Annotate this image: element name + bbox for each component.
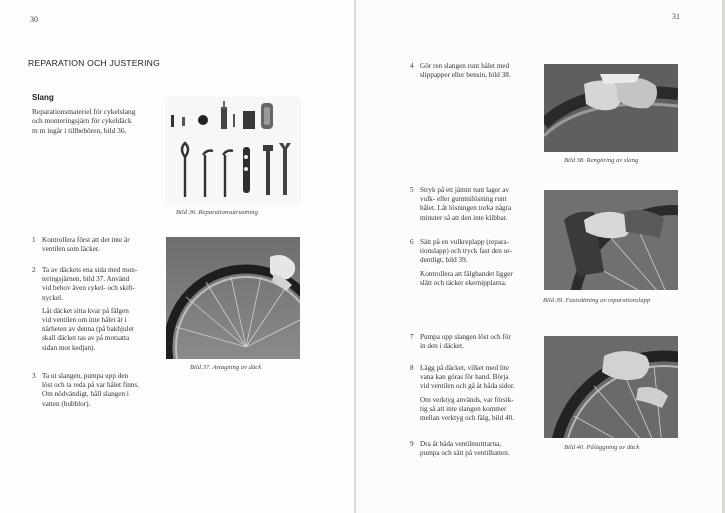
item-line: vana kan göras för hand. Börja (420, 373, 509, 382)
item-line: nyckel. (42, 293, 63, 302)
item-number: 1 (32, 236, 36, 244)
figure-36-caption: Bild 36. Reparationsutrustning (176, 209, 258, 216)
item-line: teringsjärnen, bild 37. Använd (42, 275, 130, 284)
item-line: Om verktyg används, var försik- (420, 395, 514, 404)
figure-37-tire-removal (166, 237, 300, 359)
intro-paragraph (32, 107, 154, 135)
intro-line: m m ingår i tillbehören, bild 36. (32, 125, 127, 135)
item-line: slippapper eller bensin, bild 38. (420, 71, 511, 80)
figure-40-tire-mounting (544, 336, 678, 438)
tire-mounting-photo (544, 336, 678, 438)
item-line: tig så att inte slangen kommer (420, 404, 507, 413)
figure-39-patch-applying (544, 190, 678, 290)
figure-39-caption: Bild 39. Fastsättning av reparationslapp (543, 297, 651, 304)
item-line: Kontrollera att fälgbandet ligger (420, 269, 513, 278)
page-number-left: 30 (30, 15, 38, 24)
item-line: Kontrollera först att det inte är (42, 236, 130, 244)
right-page (356, 0, 725, 513)
patch-applying-photo (544, 190, 678, 290)
repair-tools-illustration (165, 97, 301, 205)
item-line: vid ventilen och gå åt båda sidor. (420, 382, 515, 391)
item-line: vatten (bubblor). (42, 399, 91, 408)
item-line: Lägg på däcket, vilket med lite (420, 364, 510, 372)
item-number: 5 (410, 186, 414, 194)
item-line: Sätt på en vulkreplapp (repara- (420, 238, 510, 246)
item-number: 3 (32, 372, 36, 380)
item-number: 7 (410, 333, 414, 341)
item-line: Ta av däckets ena sida med mon- (42, 266, 138, 274)
item-line: Dra åt båda ventilmuttrarna, (420, 440, 502, 448)
item-line: mellan verktyg och fälg, bild 40. (420, 414, 515, 423)
item-line: Gör ren slangen runt hålet med (420, 62, 510, 70)
item-line: vid ventilen om inte hålet är i (42, 316, 127, 325)
item-line: vulk- eller gummilösning runt (420, 195, 507, 204)
cleaning-tube-photo (544, 64, 678, 152)
item-line: ventilen som läcker. (42, 245, 100, 254)
item-number: 2 (32, 266, 36, 274)
figure-37-caption: Bild 37. Avtagning av däck (190, 364, 262, 371)
item-number: 9 (410, 440, 414, 448)
figure-40-caption: Bild 40. Påläggning av däck (564, 444, 640, 451)
item-line: vid behov även cykel- och skift- (42, 284, 135, 293)
item-line: sidan mot kedjan). (42, 343, 96, 352)
figure-36-repair-tools (165, 97, 301, 205)
item-line: skall däcket tas av på motsatta (42, 334, 130, 343)
item-line: Ta ut slangen, pumpa upp den (42, 372, 129, 380)
item-line: tionslapp) och tryck fast den or- (420, 247, 512, 256)
item-line: närheten av denna (på bakhjulet (42, 325, 134, 334)
intro-line: och monteringsjärn för cykeldäck (32, 116, 132, 126)
sub-title: Slang (32, 93, 54, 102)
intro-line: Reparationsmateriel för cykelslang (32, 107, 136, 116)
item-line: dentligt, bild 39. (420, 256, 468, 265)
item-line: löst och ta reda på var hålet finns. (42, 381, 139, 390)
item-line: hålet. Låt lösningen torka några (420, 204, 512, 213)
item-number: 6 (410, 238, 414, 246)
item-line: slätt och täcker ekernipplarna. (420, 278, 507, 287)
item-number: 4 (410, 62, 414, 70)
tire-removal-photo (166, 237, 300, 359)
item-line: Pumpa upp slangen löst och för (420, 333, 511, 341)
left-page (0, 0, 356, 513)
item-line: in den i däcket. (420, 342, 464, 351)
item-line: pumpa och sätt på ventilhatten. (420, 449, 510, 458)
item-line: Stryk på ett jämnt tunt lager av (420, 186, 510, 194)
item-number: 8 (410, 364, 414, 372)
item-line: Om nödvändigt, håll slangen i (42, 390, 129, 399)
item-line: minuter så att den inte klibbar. (420, 213, 508, 222)
page-number-right: 31 (672, 12, 680, 21)
section-title: REPARATION OCH JUSTERING (28, 58, 160, 68)
figure-38-caption: Bild 38. Rengöring av slang (564, 157, 639, 164)
figure-38-cleaning-tube (544, 64, 678, 152)
item-line: Låt däcket sitta kvar på fälgen (42, 306, 129, 315)
